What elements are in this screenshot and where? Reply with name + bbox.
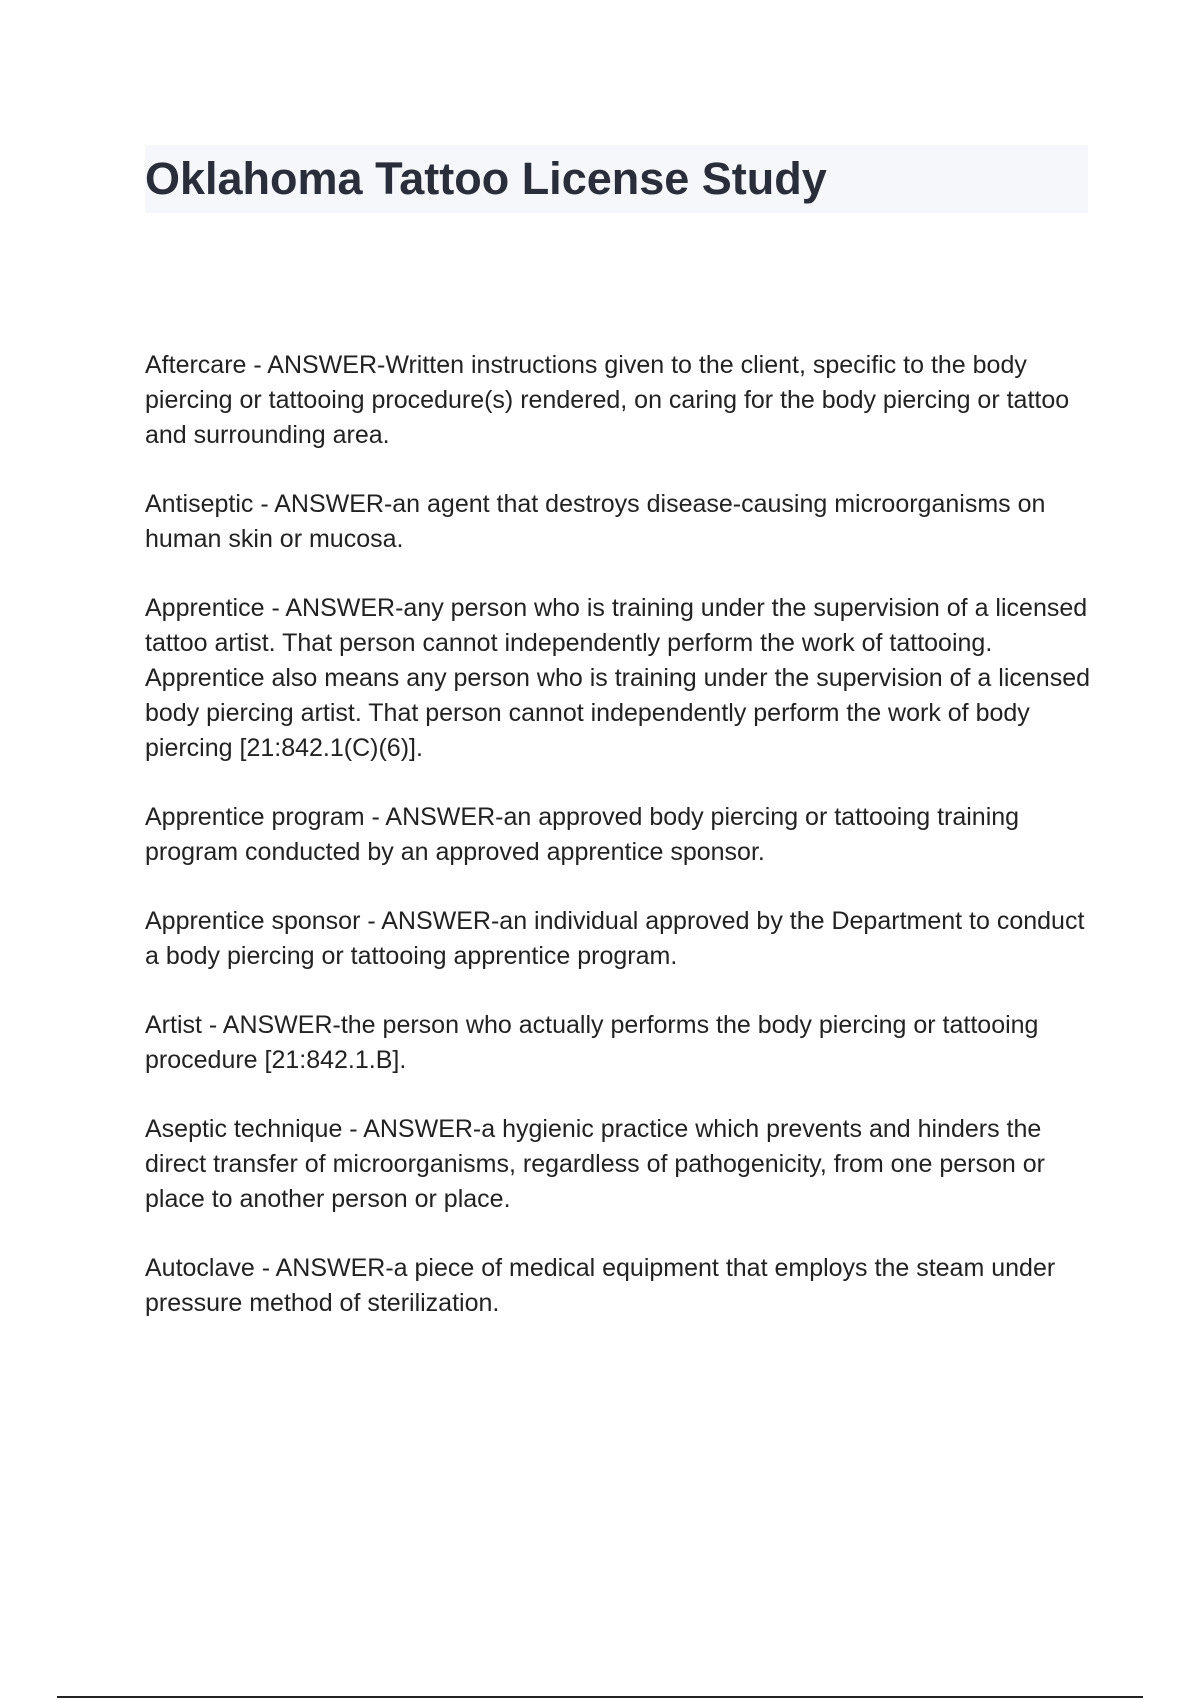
definition-entry-apprentice: Apprentice - ANSWER-any person who is training under the supervision of a licensed tattoo artist. That person cannot independently perform the work of tattooing. Apprentice also means any person who is training under the supervision of a licensed body piercing artist. That person cannot independently perform the work of body piercing [21:842.1(C)(6)]. [145,594,1090,762]
definition-list [145,348,1095,1355]
definition-entry-apprentice-program: Apprentice program - ANSWER-an approved body piercing or tattooing training program conducted by an approved apprentice sponsor. [145,803,1020,866]
footer-divider [57,1696,1143,1698]
definition-entry-autoclave: Autoclave - ANSWER-a piece of medical equipment that employs the steam under pressure method of sterilization. [145,1254,1056,1317]
page-title: Oklahoma Tattoo License Study [145,153,827,204]
definition-entry-apprentice-sponsor: Apprentice sponsor - ANSWER-an individual approved by the Department to conduct a body piercing or tattooing apprentice program. [145,907,1085,970]
definition-entry-antiseptic: Antiseptic - ANSWER-an agent that destroys disease-causing microorganisms on human skin or mucosa. [145,490,1046,553]
definition-entry-artist: Artist - ANSWER-the person who actually performs the body piercing or tattooing procedure [21:842.1.B]. [145,1011,1039,1074]
definition-entry-aftercare: Aftercare - ANSWER-Written instructions given to the client, specific to the body piercing or tattooing procedure(s) rendered, on caring for the body piercing or tattoo and surrounding area. [145,351,1070,449]
definition-entry-aseptic-technique: Aseptic technique - ANSWER-a hygienic practice which prevents and hinders the direct transfer of microorganisms, regardless of pathogenicity, from one person or place to another person or place. [145,1115,1045,1213]
